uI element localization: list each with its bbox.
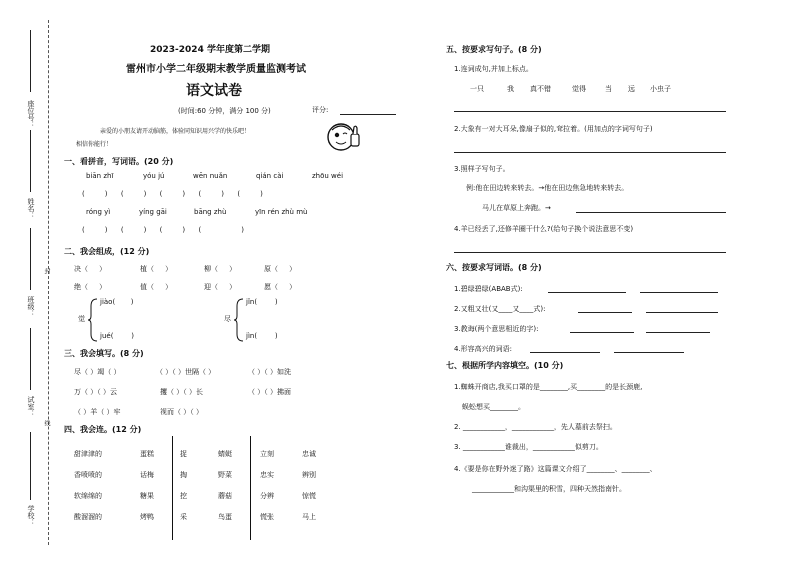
exam-subject: 语文试卷: [186, 83, 242, 99]
greeting-line-2: 相信你能行！: [76, 141, 113, 148]
school-line: [30, 432, 31, 500]
idiom-4[interactable]: 万（ ）（ ）云: [74, 388, 117, 396]
match-item[interactable]: 辨别: [302, 471, 316, 479]
pinyin-4: qián cài: [256, 172, 284, 180]
score-blank[interactable]: [340, 114, 396, 115]
match-item[interactable]: 分辨: [260, 492, 274, 500]
polyphone-jue-char: 觉: [78, 315, 85, 323]
match-item[interactable]: 软绵绵的: [74, 492, 102, 500]
s5-q3-sentence: 马儿在草原上奔跑。→: [482, 204, 551, 212]
exam-time: (时间:60 分钟，满分 100 分): [178, 107, 271, 115]
polyphone-jin-char: 尽: [224, 315, 231, 323]
match-item[interactable]: 采: [180, 513, 187, 521]
polyphone-jiao[interactable]: jiào( ): [100, 298, 134, 306]
match-item[interactable]: 蜻蜓: [218, 450, 232, 458]
match-item[interactable]: 马上: [302, 513, 316, 521]
section-3-title: 三、我会填写。(8 分): [64, 349, 144, 358]
match-item[interactable]: 酸溜溜的: [74, 513, 102, 521]
match-item[interactable]: 捉: [180, 450, 187, 458]
pinyin-3: wēn nuǎn: [193, 172, 228, 180]
seat-line: [30, 30, 31, 92]
match-item[interactable]: 挖: [180, 492, 187, 500]
match-col-2: [140, 444, 154, 528]
section-1-title: 一、看拼音，写词语。(20 分): [64, 157, 174, 166]
section-2-title: 二、我会组成，(12 分): [64, 247, 150, 256]
match-item[interactable]: 立刻: [260, 450, 274, 458]
idiom-3[interactable]: （ ）（ ）如洗: [248, 368, 291, 376]
match-col-1: [74, 444, 102, 528]
idiom-6[interactable]: （ ）（ ）拂面: [248, 388, 291, 396]
s5-q1: 1.连词成句,并加上标点。: [454, 65, 533, 73]
pinyin-2: yóu jú: [143, 172, 165, 180]
divider-2: [250, 436, 251, 540]
answer-line-s5-4[interactable]: [454, 252, 726, 253]
match-item[interactable]: 蘑菇: [218, 492, 232, 500]
char-yuan-2[interactable]: 愿（ ）: [264, 283, 297, 291]
word-5: 当: [605, 85, 612, 93]
name-label: 姓名：: [27, 198, 35, 219]
char-liu[interactable]: 柳（ ）: [204, 265, 237, 273]
answer-line-s6-1a[interactable]: [548, 292, 626, 293]
answer-line-s5-3[interactable]: [576, 212, 726, 213]
exam-title: 雷州市小学二年级期末教学质量监测考试: [126, 64, 306, 75]
brace-left-icon: [88, 298, 98, 342]
s5-q4: 4.羊已经丢了,还修羊圈干什么?(给句子换个说法意思不变): [454, 225, 634, 233]
s7-q1-line1[interactable]: 1.蜘蛛开商店,我买口罩的是________,买________的是长颈鹿,: [454, 383, 643, 391]
seat-label: 座位号：: [27, 100, 35, 128]
s5-q2: 2.大象有一对大耳朵,像扇子似的,耷拉着。(用加点的字词写句子): [454, 125, 653, 133]
s7-q2[interactable]: 2. ____________，____________，先人墓前去祭扫。: [454, 423, 617, 431]
match-item[interactable]: 掏: [180, 471, 187, 479]
answer-line-s5-2[interactable]: [454, 152, 726, 153]
char-jue-1[interactable]: 决（ ）: [74, 265, 107, 273]
word-7: 小虫子: [650, 85, 671, 93]
pinyin-6: róng yì: [86, 208, 111, 216]
match-col-3: [180, 444, 187, 528]
word-2: 我: [507, 85, 514, 93]
answer-line-s6-1b[interactable]: [640, 292, 718, 293]
match-item[interactable]: 慌张: [260, 513, 274, 521]
pinyin-5: zhōu wéi: [312, 172, 344, 180]
idiom-7[interactable]: （ ）羊（ ）牢: [74, 408, 121, 416]
word-1: 一只: [470, 85, 484, 93]
answer-line-s6-2a[interactable]: [578, 312, 632, 313]
match-item[interactable]: 糖果: [140, 492, 154, 500]
exam-year: 2023-2024 学年度第二学期: [150, 45, 270, 55]
binding-column: [0, 0, 55, 562]
s7-q3[interactable]: 3. ____________谁裁出，____________似剪刀。: [454, 443, 603, 451]
answer-line-s5-1[interactable]: [454, 111, 726, 112]
match-item[interactable]: 忠诚: [302, 450, 316, 458]
section-5-title: 五、按要求写句子。(8 分): [446, 45, 542, 54]
word-6: 远: [628, 85, 635, 93]
s7-q4-line1[interactable]: 4.《要是你在野外迷了路》这篇课文介绍了________、________、: [454, 465, 657, 473]
polyphone-jin-4[interactable]: jìn( ): [246, 332, 278, 340]
char-yuan-1[interactable]: 原（ ）: [264, 265, 297, 273]
thumbs-up-cartoon-icon: [324, 118, 364, 156]
answer-line-s6-3b[interactable]: [646, 332, 710, 333]
s6-item-2: 2.又粗又壮(又____又____式):: [454, 305, 546, 313]
pinyin-1: biān zhī: [86, 172, 114, 180]
char-zhi-1[interactable]: 植（ ）: [140, 265, 173, 273]
match-item[interactable]: 蛋糕: [140, 450, 154, 458]
room-line: [30, 328, 31, 390]
match-col-4: [218, 444, 232, 528]
class-line: [30, 228, 31, 290]
class-label: 班级：: [27, 296, 35, 317]
match-item[interactable]: 香喷喷的: [74, 471, 102, 479]
idiom-5[interactable]: 攫（ ）（ ）长: [160, 388, 203, 396]
s7-q1-line2[interactable]: 蜈蚣想买________。: [462, 403, 525, 411]
s7-q4-line2[interactable]: ____________和沟渠里的积雪，四种天然指南针。: [472, 485, 626, 493]
s6-item-1: 1.碧绿碧绿(ABAB式):: [454, 285, 523, 293]
answer-line-s6-2b[interactable]: [646, 312, 718, 313]
s5-q3: 3.照样子写句子。: [454, 165, 510, 173]
char-zhi-2[interactable]: 值（ ）: [140, 283, 173, 291]
brace-right-icon: [234, 298, 244, 342]
pinyin-8: bāng zhù: [194, 208, 227, 216]
match-col-6: [302, 444, 316, 528]
s6-item-4: 4.形容高兴的词语:: [454, 345, 513, 353]
section-7-title: 七、根据所学内容填空。(10 分): [446, 361, 564, 370]
answer-line-s6-4b[interactable]: [614, 352, 684, 353]
polyphone-jue[interactable]: jué( ): [100, 332, 134, 340]
char-ying[interactable]: 迎（ ）: [204, 283, 237, 291]
s6-item-3: 3.教诲(两个意思相近的字):: [454, 325, 539, 333]
match-item[interactable]: 惊慌: [302, 492, 316, 500]
word-3: 真不错: [530, 85, 551, 93]
char-jue-2[interactable]: 绝（ ）: [74, 283, 107, 291]
word-4: 觉得: [572, 85, 586, 93]
section-4-title: 四、我会连。(12 分): [64, 425, 142, 434]
school-label: 学校：: [27, 505, 35, 526]
pinyin-9: yīn rén zhù mù: [255, 208, 308, 216]
binding-dashed-line: [48, 20, 49, 545]
binding-mark-1: 封: [43, 268, 50, 274]
idiom-1[interactable]: 尽（ ）竭（ ）: [74, 368, 121, 376]
s5-example: 例:他在田边转来转去。→他在田边焦急地转来转去。: [466, 184, 629, 192]
match-item[interactable]: 烤鸭: [140, 513, 154, 521]
answer-brackets-row-1[interactable]: ( ) ( ) ( ) ( ) ( ): [82, 190, 263, 198]
match-item[interactable]: 忠实: [260, 471, 274, 479]
match-col-5: [260, 444, 274, 528]
answer-brackets-row-2[interactable]: ( ) ( ) ( ) ( ): [82, 226, 245, 234]
match-item[interactable]: 话梅: [140, 471, 154, 479]
section-6-title: 六、按要求写词语。(8 分): [446, 263, 542, 272]
name-line: [30, 130, 31, 192]
match-item[interactable]: 甜津津的: [74, 450, 102, 458]
room-label: 试室：: [27, 396, 35, 417]
greeting-line-1: 亲爱的小朋友请开动脑筋，体验同知识用兴学的快乐吧！: [100, 128, 251, 135]
match-item[interactable]: 鸟蛋: [218, 513, 232, 521]
divider-1: [172, 436, 173, 540]
polyphone-jin-3[interactable]: jǐn( ): [246, 298, 278, 306]
idiom-8[interactable]: 视而（ ）（ ）: [160, 408, 203, 416]
binding-mark-2: 线: [43, 420, 50, 426]
match-item[interactable]: 野菜: [218, 471, 232, 479]
answer-line-s6-3a[interactable]: [570, 332, 634, 333]
idiom-2[interactable]: （ ）（ ）世隔（ ）: [156, 368, 216, 376]
pinyin-7: yíng gāi: [139, 208, 167, 216]
answer-line-s6-4a[interactable]: [530, 352, 600, 353]
score-label: 评分:: [312, 106, 329, 114]
